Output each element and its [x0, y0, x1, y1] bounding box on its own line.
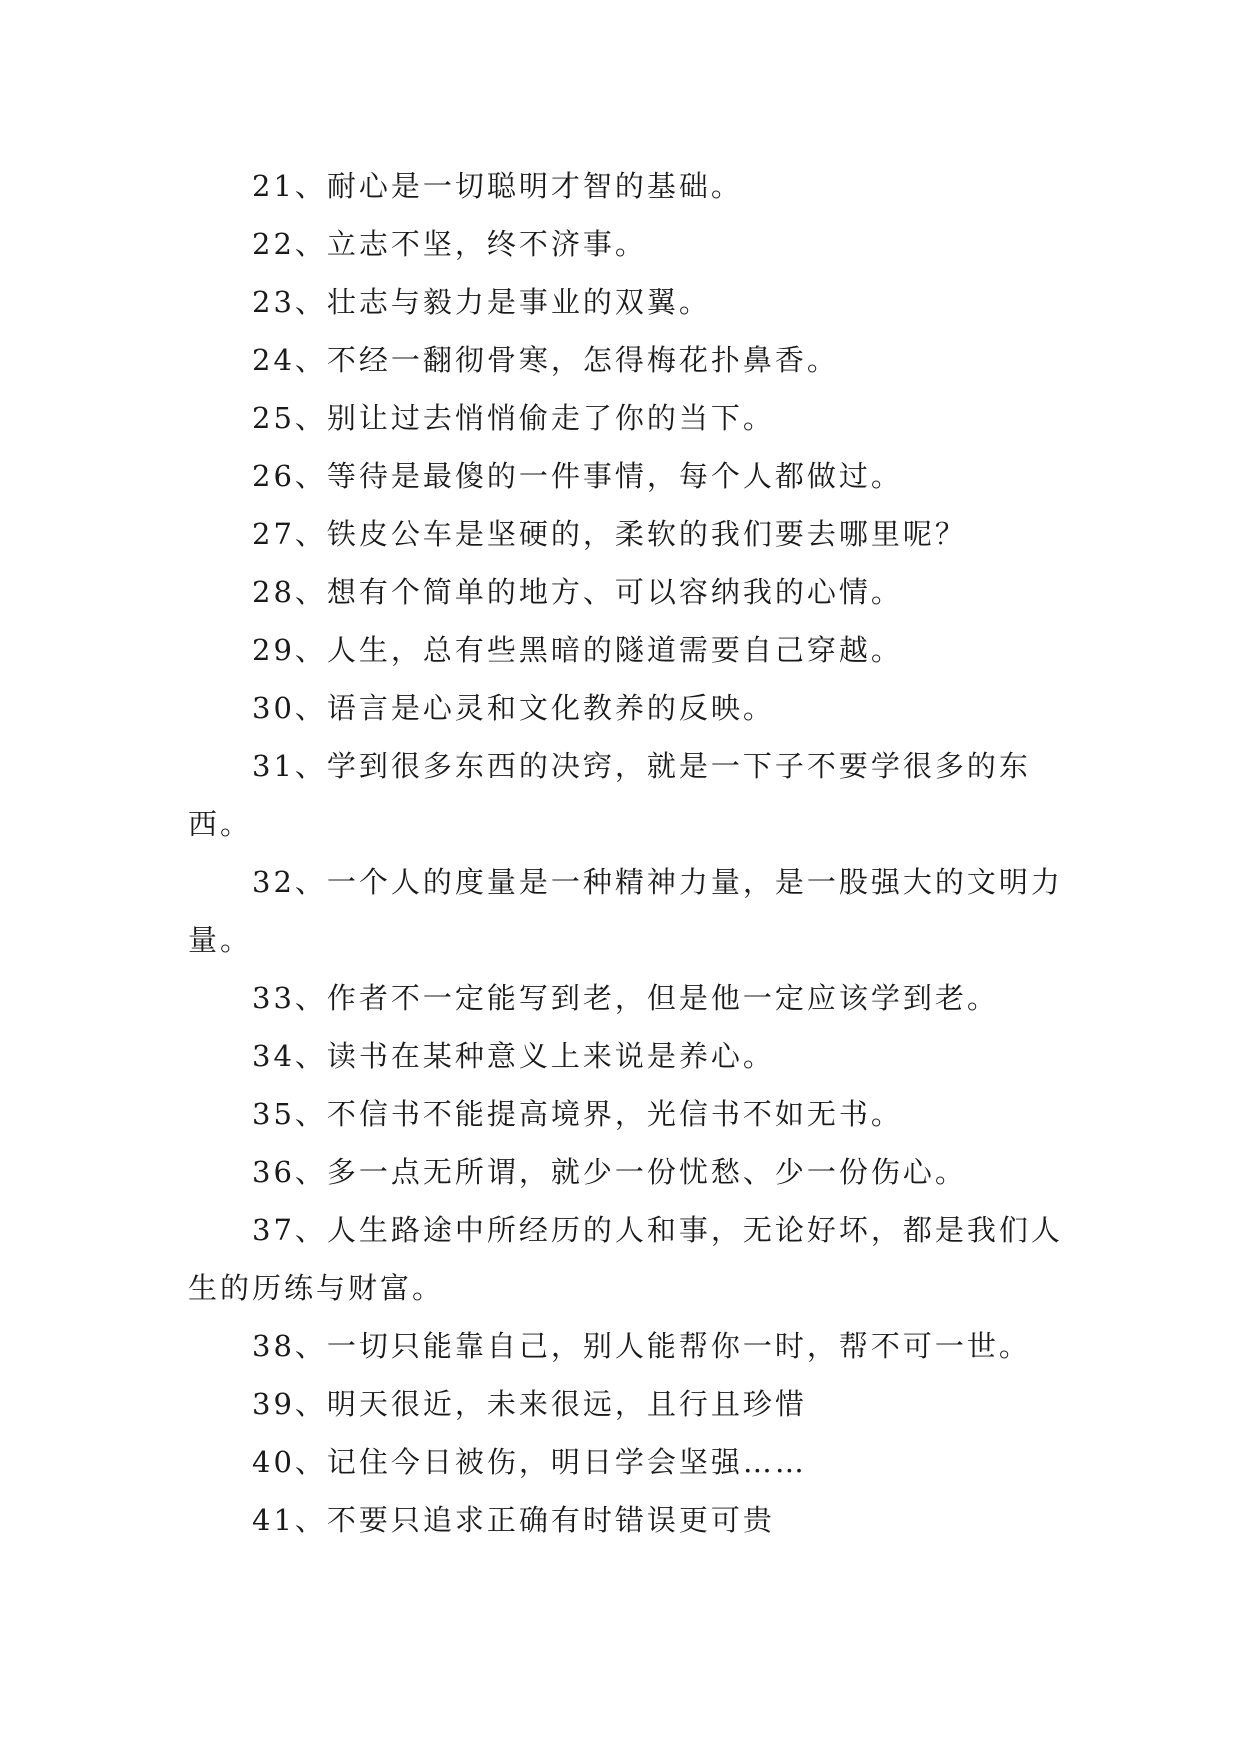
list-item: 25、别让过去悄悄偷走了你的当下。 [252, 401, 775, 435]
list-item: 37、人生路途中所经历的人和事，无论好坏，都是我们人生的历练与财富。 [188, 1213, 1063, 1305]
document-body [188, 157, 1068, 1549]
list-item: 24、不经一翻彻骨寒，怎得梅花扑鼻香。 [252, 343, 839, 377]
list-item: 30、语言是心灵和文化教养的反映。 [252, 691, 775, 725]
list-item: 38、一切只能靠自己，别人能帮你一时，帮不可一世。 [252, 1329, 1031, 1363]
list-item: 22、立志不坚，终不济事。 [252, 227, 647, 261]
list-item: 31、学到很多东西的决窍，就是一下子不要学很多的东西。 [188, 749, 1031, 841]
list-item: 33、作者不一定能写到老，但是他一定应该学到老。 [252, 981, 999, 1015]
list-item: 23、壮志与毅力是事业的双翼。 [252, 285, 711, 319]
list-item: 32、一个人的度量是一种精神力量，是一股强大的文明力量。 [188, 865, 1063, 957]
list-item: 40、记住今日被伤，明日学会坚强…… [252, 1445, 807, 1479]
list-item: 35、不信书不能提高境界，光信书不如无书。 [252, 1097, 903, 1131]
list-item: 28、想有个简单的地方、可以容纳我的心情。 [252, 575, 903, 609]
list-item: 36、多一点无所谓，就少一份忧愁、少一份伤心。 [252, 1155, 967, 1189]
list-item: 29、人生，总有些黑暗的隧道需要自己穿越。 [252, 633, 903, 667]
list-item: 26、等待是最傻的一件事情，每个人都做过。 [252, 459, 903, 493]
list-item: 34、读书在某种意义上来说是养心。 [252, 1039, 775, 1073]
list-item: 41、不要只追求正确有时错误更可贵 [252, 1503, 775, 1537]
list-item: 21、耐心是一切聪明才智的基础。 [252, 169, 743, 203]
list-item: 27、铁皮公车是坚硬的，柔软的我们要去哪里呢？ [252, 517, 967, 551]
list-item: 39、明天很近，未来很远，且行且珍惜 [252, 1387, 807, 1421]
